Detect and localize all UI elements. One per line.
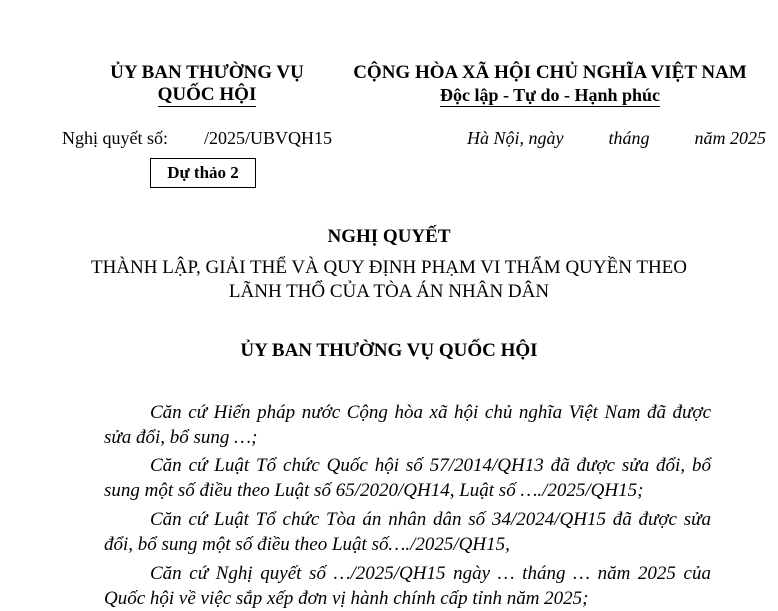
motto: Độc lập - Tự do - Hạnh phúc — [439, 85, 661, 105]
legal-basis-4: Căn cứ Nghị quyết số …/2025/QH15 ngày … tháng … năm 2025 của Quốc hội về việc sắp xếp đơn vị hành chính cấp tỉnh năm 2025; — [104, 563, 711, 609]
document-subject — [0, 256, 778, 304]
place-date: Hà Nội, ngày tháng năm 2025 — [467, 128, 766, 148]
document-type: NGHỊ QUYẾT — [327, 226, 451, 247]
resolution-number-label: Nghị quyết số: — [62, 128, 168, 148]
legal-basis-3: Căn cứ Luật Tổ chức Tòa án nhân dân số 34/2024/QH15 đã được sửa đổi, bổ sung một số điều theo Luật số…./2025/QH15, — [104, 509, 711, 555]
national-title-block — [340, 62, 760, 107]
document-subject-line1: THÀNH LẬP, GIẢI THỂ VÀ QUY ĐỊNH PHẠM VI THẨM QUYỀN THEO — [90, 257, 688, 278]
resolution-number: /2025/UBVQH15 — [204, 128, 333, 148]
draft-label-box: Dự thảo 2 — [150, 158, 256, 188]
legal-basis-1: Căn cứ Hiến pháp nước Cộng hòa xã hội chủ nghĩa Việt Nam đã được sửa đổi, bổ sung …; — [104, 402, 711, 448]
document-subject-line2: LÃNH THỔ CỦA TÒA ÁN NHÂN DÂN — [228, 281, 550, 302]
agency-name-line1: ỦY BAN THƯỜNG VỤ — [110, 62, 304, 83]
legal-basis-2: Căn cứ Luật Tổ chức Quốc hội số 57/2014/QH13 đã được sửa đổi, bổ sung một số điều theo Luật số 65/2020/QH14, Luật số …./2025/QH15; — [104, 455, 711, 501]
issuing-body: ỦY BAN THƯỜNG VỤ QUỐC HỘI — [240, 340, 538, 361]
agency-name-block — [82, 62, 332, 107]
agency-name-line2 — [82, 84, 332, 107]
agency-name-underlined: QUỐC HỘI — [157, 84, 257, 105]
country-name: CỘNG HÒA XÃ HỘI CHỦ NGHĨA VIỆT NAM — [353, 62, 747, 83]
motto-line — [340, 84, 760, 107]
